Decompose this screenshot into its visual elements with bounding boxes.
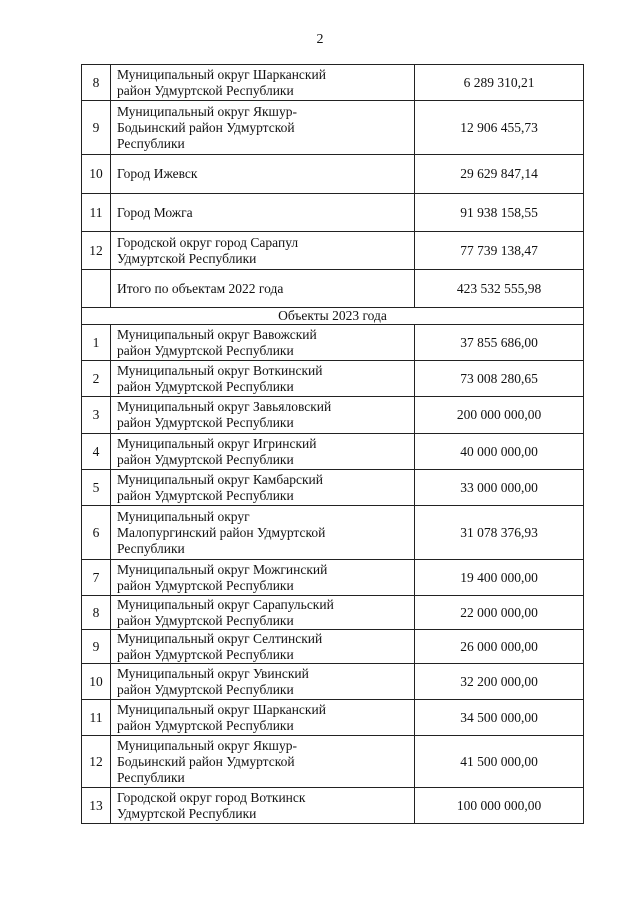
section-header-row	[82, 308, 584, 325]
row-amount: 32 200 000,00	[415, 664, 584, 700]
row-amount: 423 532 555,98	[415, 270, 584, 308]
table-row	[82, 325, 584, 361]
row-number: 3	[82, 397, 111, 434]
row-name: Муниципальный округ Можгинский район Удмуртской Республики	[111, 560, 415, 596]
row-name: Муниципальный округ Якшур- Бодьинский район Удмуртской Республики	[111, 101, 415, 155]
row-amount: 41 500 000,00	[415, 736, 584, 788]
funding-table	[81, 64, 584, 824]
table-row	[82, 470, 584, 506]
row-name: Муниципальный округ Шарканский район Удмуртской Республики	[111, 700, 415, 736]
row-name: Муниципальный округ Сарапульский район Удмуртской Республики	[111, 596, 415, 630]
table-row	[82, 155, 584, 194]
row-number: 13	[82, 788, 111, 824]
row-name: Муниципальный округ Малопургинский район Удмуртской Республики	[111, 506, 415, 560]
row-number: 6	[82, 506, 111, 560]
row-number: 1	[82, 325, 111, 361]
table-row	[82, 560, 584, 596]
row-name: Муниципальный округ Якшур- Бодьинский район Удмуртской Республики	[111, 736, 415, 788]
row-number: 11	[82, 194, 111, 232]
row-number: 8	[82, 596, 111, 630]
table-row	[82, 397, 584, 434]
row-amount: 29 629 847,14	[415, 155, 584, 194]
row-amount: 26 000 000,00	[415, 630, 584, 664]
table-row	[82, 664, 584, 700]
row-amount: 12 906 455,73	[415, 101, 584, 155]
row-number: 8	[82, 65, 111, 101]
row-number: 12	[82, 736, 111, 788]
row-amount: 91 938 158,55	[415, 194, 584, 232]
table-row	[82, 101, 584, 155]
row-name: Муниципальный округ Завьяловский район Удмуртской Республики	[111, 397, 415, 434]
table-row	[82, 736, 584, 788]
row-number: 9	[82, 101, 111, 155]
row-number: 10	[82, 155, 111, 194]
row-number: 12	[82, 232, 111, 270]
row-name: Итого по объектам 2022 года	[111, 270, 415, 308]
row-amount: 200 000 000,00	[415, 397, 584, 434]
table-row	[82, 596, 584, 630]
row-name: Муниципальный округ Вавожский район Удмуртской Республики	[111, 325, 415, 361]
row-number	[82, 270, 111, 308]
row-amount: 19 400 000,00	[415, 560, 584, 596]
table-row	[82, 65, 584, 101]
row-name: Муниципальный округ Игринский район Удмуртской Республики	[111, 434, 415, 470]
table-row	[82, 506, 584, 560]
row-amount: 31 078 376,93	[415, 506, 584, 560]
table-row-total	[82, 270, 584, 308]
row-amount: 77 739 138,47	[415, 232, 584, 270]
row-amount: 40 000 000,00	[415, 434, 584, 470]
row-amount: 33 000 000,00	[415, 470, 584, 506]
table-row	[82, 361, 584, 397]
row-name: Город Можга	[111, 194, 415, 232]
row-number: 9	[82, 630, 111, 664]
row-number: 11	[82, 700, 111, 736]
table-row	[82, 788, 584, 824]
row-number: 4	[82, 434, 111, 470]
row-name: Городской округ город Сарапул Удмуртской Республики	[111, 232, 415, 270]
row-amount: 37 855 686,00	[415, 325, 584, 361]
row-number: 7	[82, 560, 111, 596]
row-name: Муниципальный округ Воткинский район Удмуртской Республики	[111, 361, 415, 397]
table-row	[82, 232, 584, 270]
row-name: Муниципальный округ Камбарский район Удмуртской Республики	[111, 470, 415, 506]
row-name: Муниципальный округ Увинский район Удмуртской Республики	[111, 664, 415, 700]
row-amount: 73 008 280,65	[415, 361, 584, 397]
row-name: Город Ижевск	[111, 155, 415, 194]
page-number: 2	[316, 32, 324, 47]
row-amount: 22 000 000,00	[415, 596, 584, 630]
row-amount: 34 500 000,00	[415, 700, 584, 736]
row-number: 10	[82, 664, 111, 700]
table-row	[82, 700, 584, 736]
row-name: Муниципальный округ Селтинский район Удмуртской Республики	[111, 630, 415, 664]
row-number: 2	[82, 361, 111, 397]
row-name: Городской округ город Воткинск Удмуртской Республики	[111, 788, 415, 824]
row-amount: 100 000 000,00	[415, 788, 584, 824]
table-row	[82, 194, 584, 232]
section-title-2023: Объекты 2023 года	[82, 308, 584, 325]
row-number: 5	[82, 470, 111, 506]
row-name: Муниципальный округ Шарканский район Удмуртской Республики	[111, 65, 415, 101]
table-row	[82, 434, 584, 470]
table-row	[82, 630, 584, 664]
row-amount: 6 289 310,21	[415, 65, 584, 101]
